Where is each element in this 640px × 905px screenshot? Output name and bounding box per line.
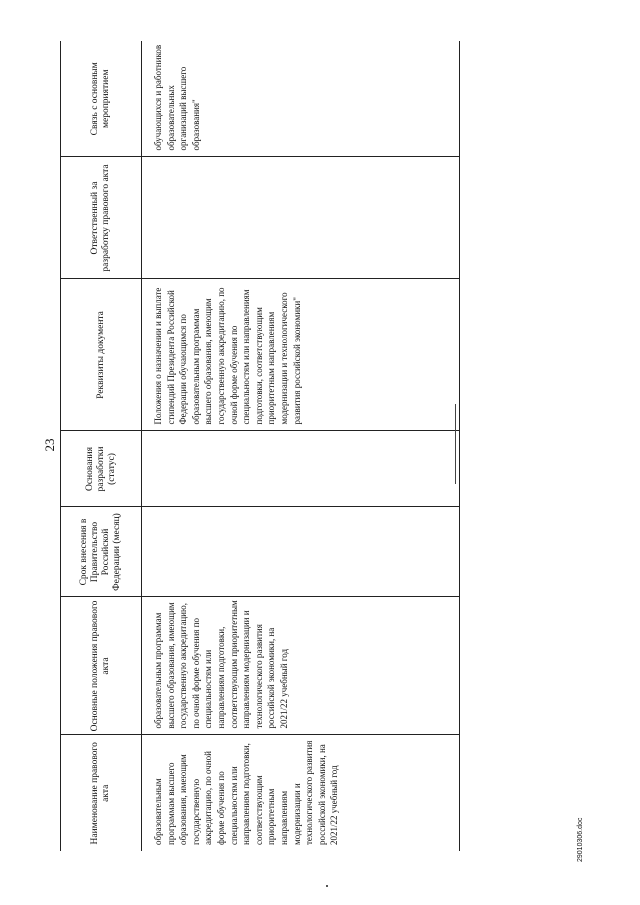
footer-filename: 29010306.doc xyxy=(577,817,584,862)
header-submission-deadline: Срок внесения в Правительство Российской Федерации (месяц) xyxy=(61,507,142,597)
cell-submission-deadline xyxy=(142,507,460,597)
cell-link-to-activity: обучающихся и работников образовательных организаций высшего образования" xyxy=(153,44,201,151)
rotated-page xyxy=(60,41,460,851)
table-header-row xyxy=(61,41,142,851)
cell-grounds xyxy=(142,431,460,507)
header-grounds: Основания разработки (статус) xyxy=(61,431,142,507)
page-number: 23 xyxy=(42,438,57,452)
cell-responsible xyxy=(142,157,460,279)
table-row xyxy=(142,41,460,851)
header-responsible: Ответственный за разработку правового акта xyxy=(61,157,142,279)
header-act-name: Наименование правового акта xyxy=(61,735,142,851)
cell-act-name: образовательным программам высшего образования, имеющим государственную аккредитацию, по очной форме обучения по специальностям или направлениям подготовки, соответствующим приоритетным направлениям модернизации и технологического развития российской экономики, на 2021/22 учебный год xyxy=(142,735,460,851)
legal-acts-table xyxy=(60,41,460,851)
header-main-provisions: Основные положения правового акта xyxy=(61,597,142,735)
header-document-details: Реквизиты документа xyxy=(61,279,142,431)
cell-document-details: Положения о назначении и выплате стипендий Президента Российской Федерации обучающимся по образовательным программам высшего образования, имеющим государственную аккредитацию, по очной форме обучения по специальностям или направлениям подготовки, соответствующим приоритетным направлениям модернизации и технологического развития российской экономики" xyxy=(142,279,460,431)
scan-speck xyxy=(326,885,328,887)
separator-line xyxy=(455,404,456,484)
header-link-to-activity: Связь с основным мероприятием xyxy=(90,62,111,136)
cell-main-provisions: образовательным программам высшего образования, имеющим государственную аккредитацию, по очной форме обучения по специальностям или направлениям подготовки, соответствующим приоритетным направлениям модернизации и технологического развития российской экономики, на 2021/22 учебный год xyxy=(142,597,460,735)
